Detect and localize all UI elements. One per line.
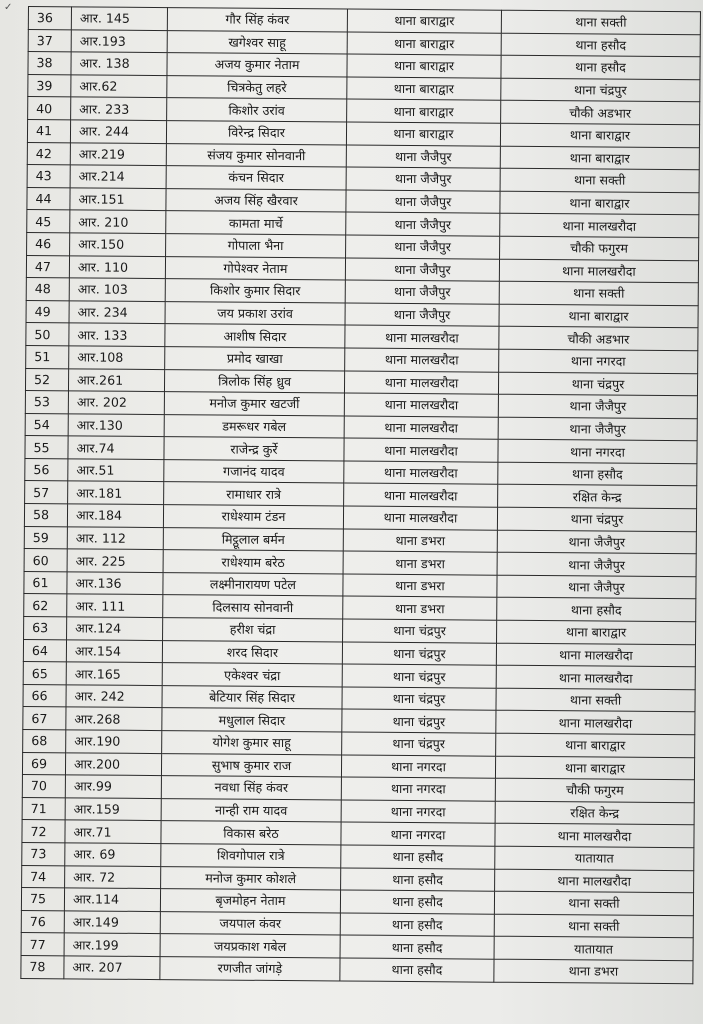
employee-name-cell: नान्ही राम यादव (161, 798, 341, 822)
to-station-cell: थाना मालखरौदा (495, 869, 694, 893)
employee-name-cell: मनोज कुमार खटर्जी (164, 392, 344, 416)
to-station-cell: थाना बाराद्वार (495, 756, 694, 780)
to-station-cell: थाना सक्ती (496, 688, 695, 712)
employee-name-cell: डमरूधर गबेल (164, 414, 344, 438)
constable-number-cell: आर.219 (70, 142, 166, 165)
from-station-cell: थाना चंद्रपुर (342, 687, 496, 711)
employee-name-cell: नवधा सिंह कंवर (161, 776, 341, 800)
serial-number-cell: 51 (26, 345, 69, 368)
from-station-cell: थाना हसौद (341, 845, 495, 869)
constable-number-cell: आर. 210 (70, 210, 166, 233)
from-station-cell: थाना चंद्रपुर (342, 664, 496, 688)
employee-name-cell: विकास बरेठ (161, 821, 341, 845)
serial-number-cell: 67 (23, 707, 66, 730)
to-station-cell: थाना मालखरौदा (496, 665, 695, 689)
employee-name-cell: दिलसाय सोनवानी (163, 595, 343, 619)
constable-number-cell: आर. 110 (69, 255, 165, 278)
serial-number-cell: 60 (24, 549, 67, 572)
constable-number-cell: आर. 202 (68, 391, 164, 414)
serial-number-cell: 62 (24, 594, 67, 617)
to-station-cell: थाना नगरदा (499, 349, 698, 373)
to-station-cell: थाना नगरदा (498, 439, 697, 463)
serial-number-cell: 66 (23, 684, 66, 707)
to-station-cell: थाना जैजैपुर (497, 530, 696, 554)
to-station-cell: चौकी अडभार (499, 327, 698, 351)
to-station-cell: थाना सक्ती (499, 281, 698, 305)
to-station-cell: यातायात (494, 937, 693, 961)
constable-number-cell: आर. 233 (71, 97, 167, 120)
serial-number-cell: 38 (28, 52, 71, 75)
employee-name-cell: विरेन्द्र सिदार (166, 121, 346, 145)
to-station-cell: थाना हसौद (498, 462, 697, 486)
constable-number-cell: आर.108 (69, 346, 165, 369)
to-station-cell: यातायात (495, 846, 694, 870)
employee-name-cell: बृजमोहन नेताम (160, 889, 340, 913)
employee-name-cell: योगेश कुमार साहू (162, 731, 342, 755)
from-station-cell: थाना चंद्रपुर (342, 732, 496, 756)
from-station-cell: थाना मालखरौदा (345, 348, 499, 372)
from-station-cell: थाना जैजैपुर (346, 190, 500, 214)
constable-number-cell: आर. 103 (69, 278, 165, 301)
to-station-cell: थाना चंद्रपुर (497, 507, 696, 531)
employee-name-cell: लक्ष्मीनारायण पटेल (163, 572, 343, 596)
serial-number-cell: 48 (26, 278, 69, 301)
to-station-cell: थाना मालखरौदा (496, 711, 695, 735)
from-station-cell: थाना जैजैपुर (346, 212, 500, 236)
serial-number-cell: 57 (25, 481, 68, 504)
constable-number-cell: आर.190 (66, 730, 162, 753)
from-station-cell: थाना बाराद्वार (347, 9, 501, 33)
constable-number-cell: आर.124 (67, 617, 163, 640)
to-station-cell: थाना सक्ती (494, 891, 693, 915)
to-station-cell: रक्षित केन्द्र (495, 801, 694, 825)
employee-name-cell: जयपाल कंवर (160, 911, 340, 935)
to-station-cell: थाना मालखरौदा (499, 259, 698, 283)
employee-name-cell: गोपाला भैना (166, 234, 346, 258)
constable-number-cell: आर.154 (66, 639, 162, 662)
employee-name-cell: गोपेश्वर नेताम (165, 256, 345, 280)
employee-name-cell: कंचन सिदार (166, 166, 346, 190)
to-station-cell: थाना हसौद (501, 55, 700, 79)
constable-number-cell: आर.165 (66, 662, 162, 685)
to-station-cell: थाना बाराद्वार (496, 733, 695, 757)
to-station-cell: थाना जैजैपुर (497, 575, 696, 599)
from-station-cell: थाना हसौद (341, 868, 495, 892)
to-station-cell: चौकी फगुरम (500, 236, 699, 260)
from-station-cell: थाना जैजैपुर (345, 258, 499, 282)
constable-number-cell: आर.199 (64, 933, 160, 956)
constable-number-cell: आर. 112 (67, 526, 163, 549)
constable-number-cell: आर.136 (67, 572, 163, 595)
constable-number-cell: आर. 244 (70, 120, 166, 143)
to-station-cell: थाना सक्ती (501, 10, 700, 34)
from-station-cell: थाना नगरदा (341, 822, 495, 846)
constable-number-cell: आर. 242 (66, 685, 162, 708)
to-station-cell: थाना सक्ती (494, 914, 693, 938)
serial-number-cell: 63 (24, 617, 67, 640)
serial-number-cell: 73 (22, 842, 65, 865)
constable-number-cell: आर.149 (64, 911, 160, 934)
constable-number-cell: आर.62 (71, 75, 167, 98)
to-station-cell: थाना बाराद्वार (497, 620, 696, 644)
constable-number-cell: आर. 72 (65, 865, 161, 888)
to-station-cell: थाना जैजैपुर (498, 394, 697, 418)
constable-number-cell: आर.181 (68, 481, 164, 504)
employee-name-cell: किशोर कुमार सिदार (165, 279, 345, 303)
constable-number-cell: आर.51 (68, 459, 164, 482)
serial-number-cell: 43 (27, 165, 70, 188)
employee-name-cell: शरद सिदार (162, 640, 342, 664)
from-station-cell: थाना चंद्रपुर (343, 619, 497, 643)
serial-number-cell: 40 (28, 97, 71, 120)
constable-number-cell: आर.214 (70, 165, 166, 188)
constable-number-cell: आर. 111 (67, 594, 163, 617)
serial-number-cell: 49 (26, 300, 69, 323)
serial-number-cell: 45 (27, 210, 70, 233)
from-station-cell: थाना बाराद्वार (347, 32, 501, 56)
constable-number-cell: आर.151 (70, 188, 166, 211)
constable-number-cell: आर.114 (64, 888, 160, 911)
employee-name-cell: बेटियार सिंह सिदार (162, 685, 342, 709)
serial-number-cell: 74 (22, 865, 65, 888)
employee-name-cell: संजय कुमार सोनवानी (166, 143, 346, 167)
serial-number-cell: 55 (25, 436, 68, 459)
serial-number-cell: 46 (27, 232, 70, 255)
employee-name-cell: कामता मार्चे (166, 211, 346, 235)
employee-name-cell: खगेश्वर साहू (167, 30, 347, 54)
employee-name-cell: गजानंद यादव (164, 459, 344, 483)
from-station-cell: थाना बाराद्वार (347, 77, 501, 101)
constable-number-cell: आर.261 (68, 368, 164, 391)
constable-number-cell: आर. 138 (71, 52, 167, 75)
to-station-cell: थाना मालखरौदा (500, 214, 699, 238)
to-station-cell: चौकी फगुरम (495, 778, 694, 802)
serial-number-cell: 54 (25, 413, 68, 436)
from-station-cell: थाना हसौद (340, 913, 494, 937)
from-station-cell: थाना बाराद्वार (347, 99, 501, 123)
to-station-cell: थाना चंद्रपुर (501, 78, 700, 102)
serial-number-cell: 68 (23, 729, 66, 752)
employee-name-cell: शिवगोपाल रात्रे (161, 844, 341, 868)
serial-number-cell: 76 (21, 910, 64, 933)
employee-name-cell: सुभाष कुमार राज (161, 753, 341, 777)
employee-name-cell: अजय कुमार नेताम (167, 53, 347, 77)
to-station-cell: थाना जैजैपुर (498, 417, 697, 441)
employee-name-cell: त्रिलोक सिंह ध्रुव (164, 369, 344, 393)
from-station-cell: थाना मालखरौदा (344, 370, 498, 394)
constable-number-cell: आर. 234 (69, 301, 165, 324)
employee-name-cell: जयप्रकाश गबेल (160, 934, 340, 958)
constable-number-cell: आर.193 (71, 29, 167, 52)
serial-number-cell: 70 (22, 775, 65, 798)
from-station-cell: थाना मालखरौदा (344, 483, 498, 507)
from-station-cell: थाना मालखरौदा (343, 506, 497, 530)
constable-number-cell: आर.150 (70, 233, 166, 256)
serial-number-cell: 77 (21, 933, 64, 956)
from-station-cell: थाना चंद्रपुर (342, 709, 496, 733)
employee-name-cell: राधेश्याम टंडन (163, 505, 343, 529)
from-station-cell: थाना नगरदा (341, 800, 495, 824)
employee-name-cell: रामाधार रात्रे (164, 482, 344, 506)
serial-number-cell: 65 (23, 662, 66, 685)
constable-number-cell: आर. 207 (64, 956, 160, 979)
serial-number-cell: 61 (24, 571, 67, 594)
from-station-cell: थाना जैजैपुर (346, 167, 500, 191)
serial-number-cell: 58 (24, 504, 67, 527)
to-station-cell: थाना बाराद्वार (500, 191, 699, 215)
table-row (21, 955, 693, 983)
from-station-cell: थाना नगरदा (341, 755, 495, 779)
employee-name-cell: चित्रकेतु लहरे (167, 75, 347, 99)
to-station-cell: थाना मालखरौदा (496, 643, 695, 667)
employee-name-cell: राजेन्द्र कुर्रे (164, 437, 344, 461)
serial-number-cell: 44 (27, 187, 70, 210)
from-station-cell: थाना जैजैपुर (345, 280, 499, 304)
constable-number-cell: आर.200 (65, 752, 161, 775)
from-station-cell: थाना जैजैपुर (346, 145, 500, 169)
serial-number-cell: 47 (26, 255, 69, 278)
constable-number-cell: आर. 133 (69, 323, 165, 346)
constable-number-cell: आर.184 (67, 504, 163, 527)
serial-number-cell: 56 (25, 458, 68, 481)
from-station-cell: थाना हसौद (340, 935, 494, 959)
employee-name-cell: मधुलाल सिदार (162, 708, 342, 732)
from-station-cell: थाना मालखरौदा (344, 461, 498, 485)
to-station-cell: चौकी अडभार (501, 101, 700, 125)
constable-number-cell: आर.268 (66, 707, 162, 730)
employee-name-cell: हरीश चंद्रा (163, 618, 343, 642)
from-station-cell: थाना मालखरौदा (345, 325, 499, 349)
serial-number-cell: 64 (23, 639, 66, 662)
serial-number-cell: 50 (26, 323, 69, 346)
from-station-cell: थाना डभरा (343, 529, 497, 553)
constable-number-cell: आर.74 (68, 436, 164, 459)
constable-number-cell: आर. 69 (65, 843, 161, 866)
from-station-cell: थाना नगरदा (341, 777, 495, 801)
page-corner-mark: ✓ (4, 2, 13, 13)
constable-number-cell: आर.99 (65, 775, 161, 798)
from-station-cell: थाना मालखरौदा (344, 393, 498, 417)
employee-name-cell: मिट्ठूलाल बर्मन (163, 527, 343, 551)
serial-number-cell: 39 (28, 74, 71, 97)
serial-number-cell: 36 (28, 7, 71, 30)
from-station-cell: थाना चंद्रपुर (342, 642, 496, 666)
constable-number-cell: आर. 225 (67, 549, 163, 572)
employee-name-cell: जय प्रकाश उरांव (165, 301, 345, 325)
to-station-cell: थाना मालखरौदा (495, 824, 694, 848)
from-station-cell: थाना जैजैपुर (346, 235, 500, 259)
serial-number-cell: 59 (24, 526, 67, 549)
from-station-cell: थाना हसौद (340, 958, 494, 982)
from-station-cell: थाना मालखरौदा (344, 416, 498, 440)
serial-number-cell: 78 (21, 955, 64, 978)
employee-name-cell: प्रमोद खाखा (165, 346, 345, 370)
to-station-cell: थाना डभरा (494, 959, 693, 983)
from-station-cell: थाना डभरा (343, 551, 497, 575)
to-station-cell: थाना हसौद (501, 33, 700, 57)
from-station-cell: थाना डभरा (343, 574, 497, 598)
table-body (21, 7, 701, 984)
employee-name-cell: मनोज कुमार कोशले (161, 866, 341, 890)
employee-name-cell: एकेश्वर चंद्रा (162, 663, 342, 687)
from-station-cell: थाना हसौद (340, 890, 494, 914)
transfer-list-table (20, 6, 701, 984)
employee-name-cell: रणजीत जांगड़े (160, 957, 340, 981)
to-station-cell: रक्षित केन्द्र (498, 485, 697, 509)
serial-number-cell: 69 (22, 752, 65, 775)
to-station-cell: थाना चंद्रपुर (498, 372, 697, 396)
serial-number-cell: 41 (27, 119, 70, 142)
employee-name-cell: किशोर उरांव (167, 98, 347, 122)
from-station-cell: थाना डभरा (343, 596, 497, 620)
from-station-cell: थाना मालखरौदा (344, 438, 498, 462)
serial-number-cell: 72 (22, 820, 65, 843)
constable-number-cell: आर.159 (65, 798, 161, 821)
serial-number-cell: 52 (25, 368, 68, 391)
serial-number-cell: 71 (22, 797, 65, 820)
constable-number-cell: आर.71 (65, 820, 161, 843)
to-station-cell: थाना बाराद्वार (499, 304, 698, 328)
to-station-cell: थाना सक्ती (500, 168, 699, 192)
serial-number-cell: 75 (21, 888, 64, 911)
serial-number-cell: 37 (28, 29, 71, 52)
constable-number-cell: आर.130 (68, 414, 164, 437)
serial-number-cell: 53 (25, 391, 68, 414)
to-station-cell: थाना बाराद्वार (500, 146, 699, 170)
from-station-cell: थाना जैजैपुर (345, 303, 499, 327)
employee-name-cell: आशीष सिदार (165, 324, 345, 348)
employee-name-cell: राधेश्याम बरेठ (163, 550, 343, 574)
to-station-cell: थाना हसौद (497, 598, 696, 622)
employee-name-cell: गौर सिंह कंवर (167, 8, 347, 32)
from-station-cell: थाना बाराद्वार (347, 54, 501, 78)
serial-number-cell: 42 (27, 142, 70, 165)
constable-number-cell: आर. 145 (71, 7, 167, 30)
to-station-cell: थाना जैजैपुर (497, 552, 696, 576)
to-station-cell: थाना बाराद्वार (500, 123, 699, 147)
from-station-cell: थाना बाराद्वार (346, 122, 500, 146)
employee-name-cell: अजय सिंह खैरवार (166, 188, 346, 212)
